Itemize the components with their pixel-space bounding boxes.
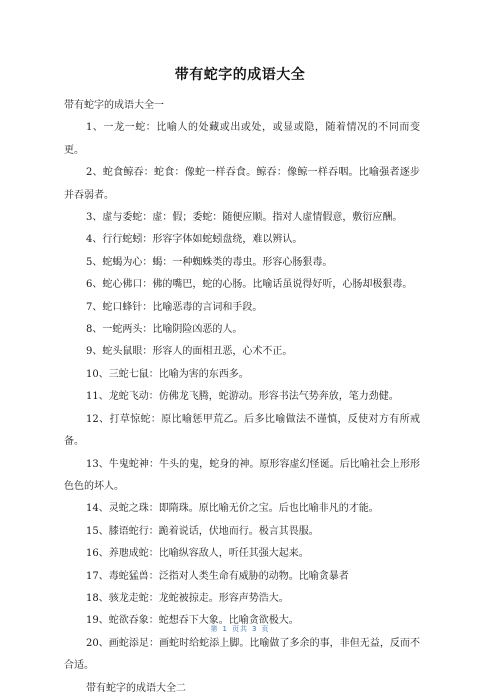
idiom-item: 13、牛鬼蛇神：牛头的鬼，蛇身的神。原形容虚幻怪诞。后比喻社会上形形色色的坏人。: [64, 458, 420, 492]
idiom-item: 4、行行蛇蚓：形容字体如蛇蚓盘绕，难以辨认。: [86, 234, 303, 246]
idiom-item: 15、膝语蛇行：跪着说话，伏地而行。极言其畏服。: [86, 525, 319, 537]
footer-page-label: 第: [210, 625, 219, 633]
document-title: 带有蛇字的成语大全: [174, 67, 306, 83]
idiom-item: 2、蛇食鲸吞：蛇食：像蛇一样吞食。鲸吞：像鲸一样吞咽。比喻强者逐步并吞弱者。: [64, 167, 420, 201]
footer-page-of: 页共: [232, 625, 248, 633]
document-body: [64, 95, 420, 700]
idiom-item: 8、一蛇两头：比喻阴险凶恶的人。: [86, 324, 243, 336]
section-heading-1: 带有蛇字的成语大全一: [64, 100, 164, 111]
idiom-item: 9、蛇头鼠眼：形容人的面相丑恶，心术不正。: [86, 346, 293, 358]
idiom-item: 16、养虺成蛇：比喻纵容敌人，听任其强大起来。: [86, 548, 309, 560]
idiom-item: 20、画蛇添足：画蛇时给蛇添上脚。比喻做了多余的事，非但无益，反而不合适。: [64, 637, 420, 672]
idiom-item: 1、一龙一蛇：比喻人的处藏或出或处，或显或隐，随着情况的不同而变更。: [64, 122, 420, 156]
footer-page-end: 页: [261, 625, 270, 633]
page-footer: [0, 624, 480, 634]
idiom-item: 6、蛇心佛口：佛的嘴巴，蛇的心肠。比喻话虽说得好听，心肠却极狠毒。: [86, 279, 413, 291]
idiom-item: 7、蛇口蜂针：比喻恶毒的言词和手段。: [86, 301, 263, 313]
section-heading-2: 带有蛇字的成语大全二: [86, 682, 186, 694]
idiom-item: 12、打草惊蛇：原比喻惩甲荒乙。后多比喻做法不谨慎，反使对方有所戒备。: [64, 413, 420, 448]
idiom-item: 17、毒蛇猛兽：泛指对人类生命有威胁的动物。比喻贪暴者: [86, 570, 349, 582]
idiom-item: 5、蛇蝎为心：蝎：一种蜘蛛类的毒虫。形容心肠狠毒。: [86, 256, 333, 268]
idiom-list: [64, 117, 420, 677]
idiom-item: 18、骇龙走蛇：龙蛇被掠走。形容声势浩大。: [86, 592, 289, 604]
footer-page-number: 1: [222, 625, 228, 633]
idiom-item: 3、虚与委蛇：虚：假；委蛇：随便应顺。指对人虚情假意，敷衍应酬。: [86, 212, 403, 224]
idiom-item: 10、三蛇七鼠：比喻为害的东西多。: [86, 368, 249, 380]
idiom-item: 11、龙蛇飞动：仿佛龙飞腾，蛇游动。形容书法气势奔放，笔力劲健。: [86, 391, 399, 403]
idiom-item: 14、灵蛇之珠：即隋珠。原比喻无价之宝。后也比喻非凡的才能。: [86, 503, 379, 515]
footer-total-pages: 3: [252, 625, 258, 633]
idiom-item: 19、蛇欲吞象：蛇想吞下大象。比喻贪欲极大。: [86, 615, 299, 627]
